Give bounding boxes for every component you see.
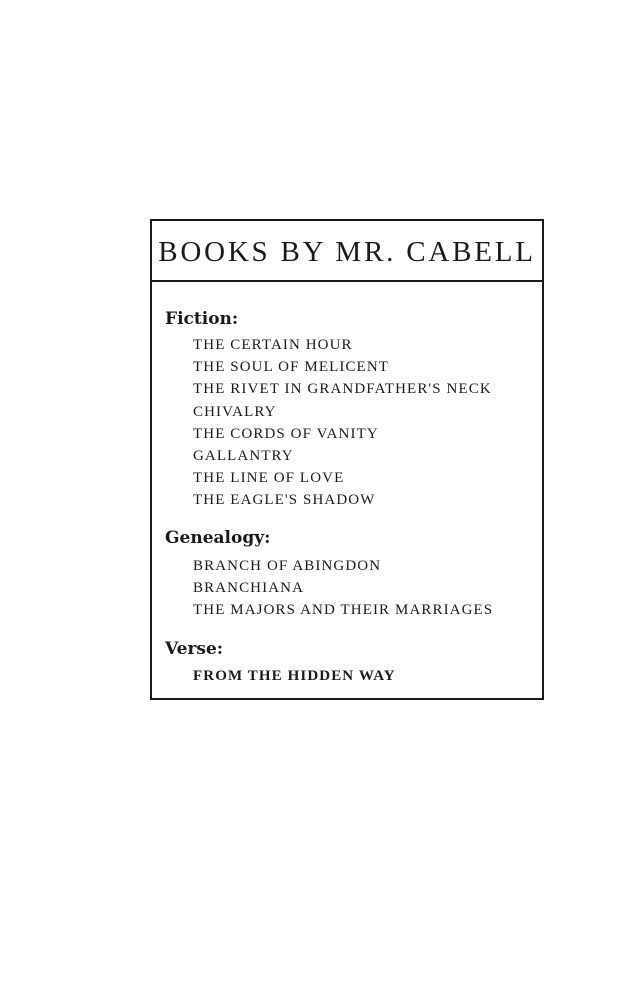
verse-section bbox=[165, 637, 396, 687]
genealogy-section bbox=[165, 526, 493, 622]
verse-heading: Verse: bbox=[165, 639, 224, 659]
fiction-item-line-of-love: THE LINE OF LOVE bbox=[193, 470, 345, 487]
title-box bbox=[152, 221, 542, 282]
fiction-heading: Fiction: bbox=[165, 309, 239, 329]
fiction-item-eagles-shadow: THE EAGLE'S SHADOW bbox=[193, 492, 376, 509]
fiction-section bbox=[165, 307, 492, 512]
page-title: BOOKS BY MR. CABELL bbox=[158, 236, 536, 268]
verse-list bbox=[165, 665, 396, 687]
fiction-list bbox=[165, 334, 492, 512]
fiction-item-soul-of-melicent: THE SOUL OF MELICENT bbox=[193, 359, 390, 376]
genealogy-item-branchiana: BRANCHIANA bbox=[193, 580, 305, 597]
genealogy-list bbox=[165, 555, 493, 622]
book-list-frame bbox=[150, 219, 544, 700]
genealogy-item-branch-of-abingdon: BRANCH OF ABINGDON bbox=[193, 558, 382, 574]
genealogy-item-majors: THE MAJORS AND THEIR MARRIAGES bbox=[193, 602, 494, 619]
verse-item-hidden-way: FROM THE HIDDEN WAY bbox=[193, 668, 396, 684]
fiction-item-certain-hour: THE CERTAIN HOUR bbox=[193, 337, 353, 353]
fiction-item-cords-of-vanity: THE CORDS OF VANITY bbox=[193, 425, 379, 442]
fiction-item-gallantry: GALLANTRY bbox=[193, 447, 294, 464]
genealogy-heading: Genealogy: bbox=[165, 528, 271, 548]
fiction-item-rivet: THE RIVET IN GRANDFATHER'S NECK bbox=[193, 381, 492, 398]
fiction-item-chivalry: CHIVALRY bbox=[193, 403, 277, 420]
